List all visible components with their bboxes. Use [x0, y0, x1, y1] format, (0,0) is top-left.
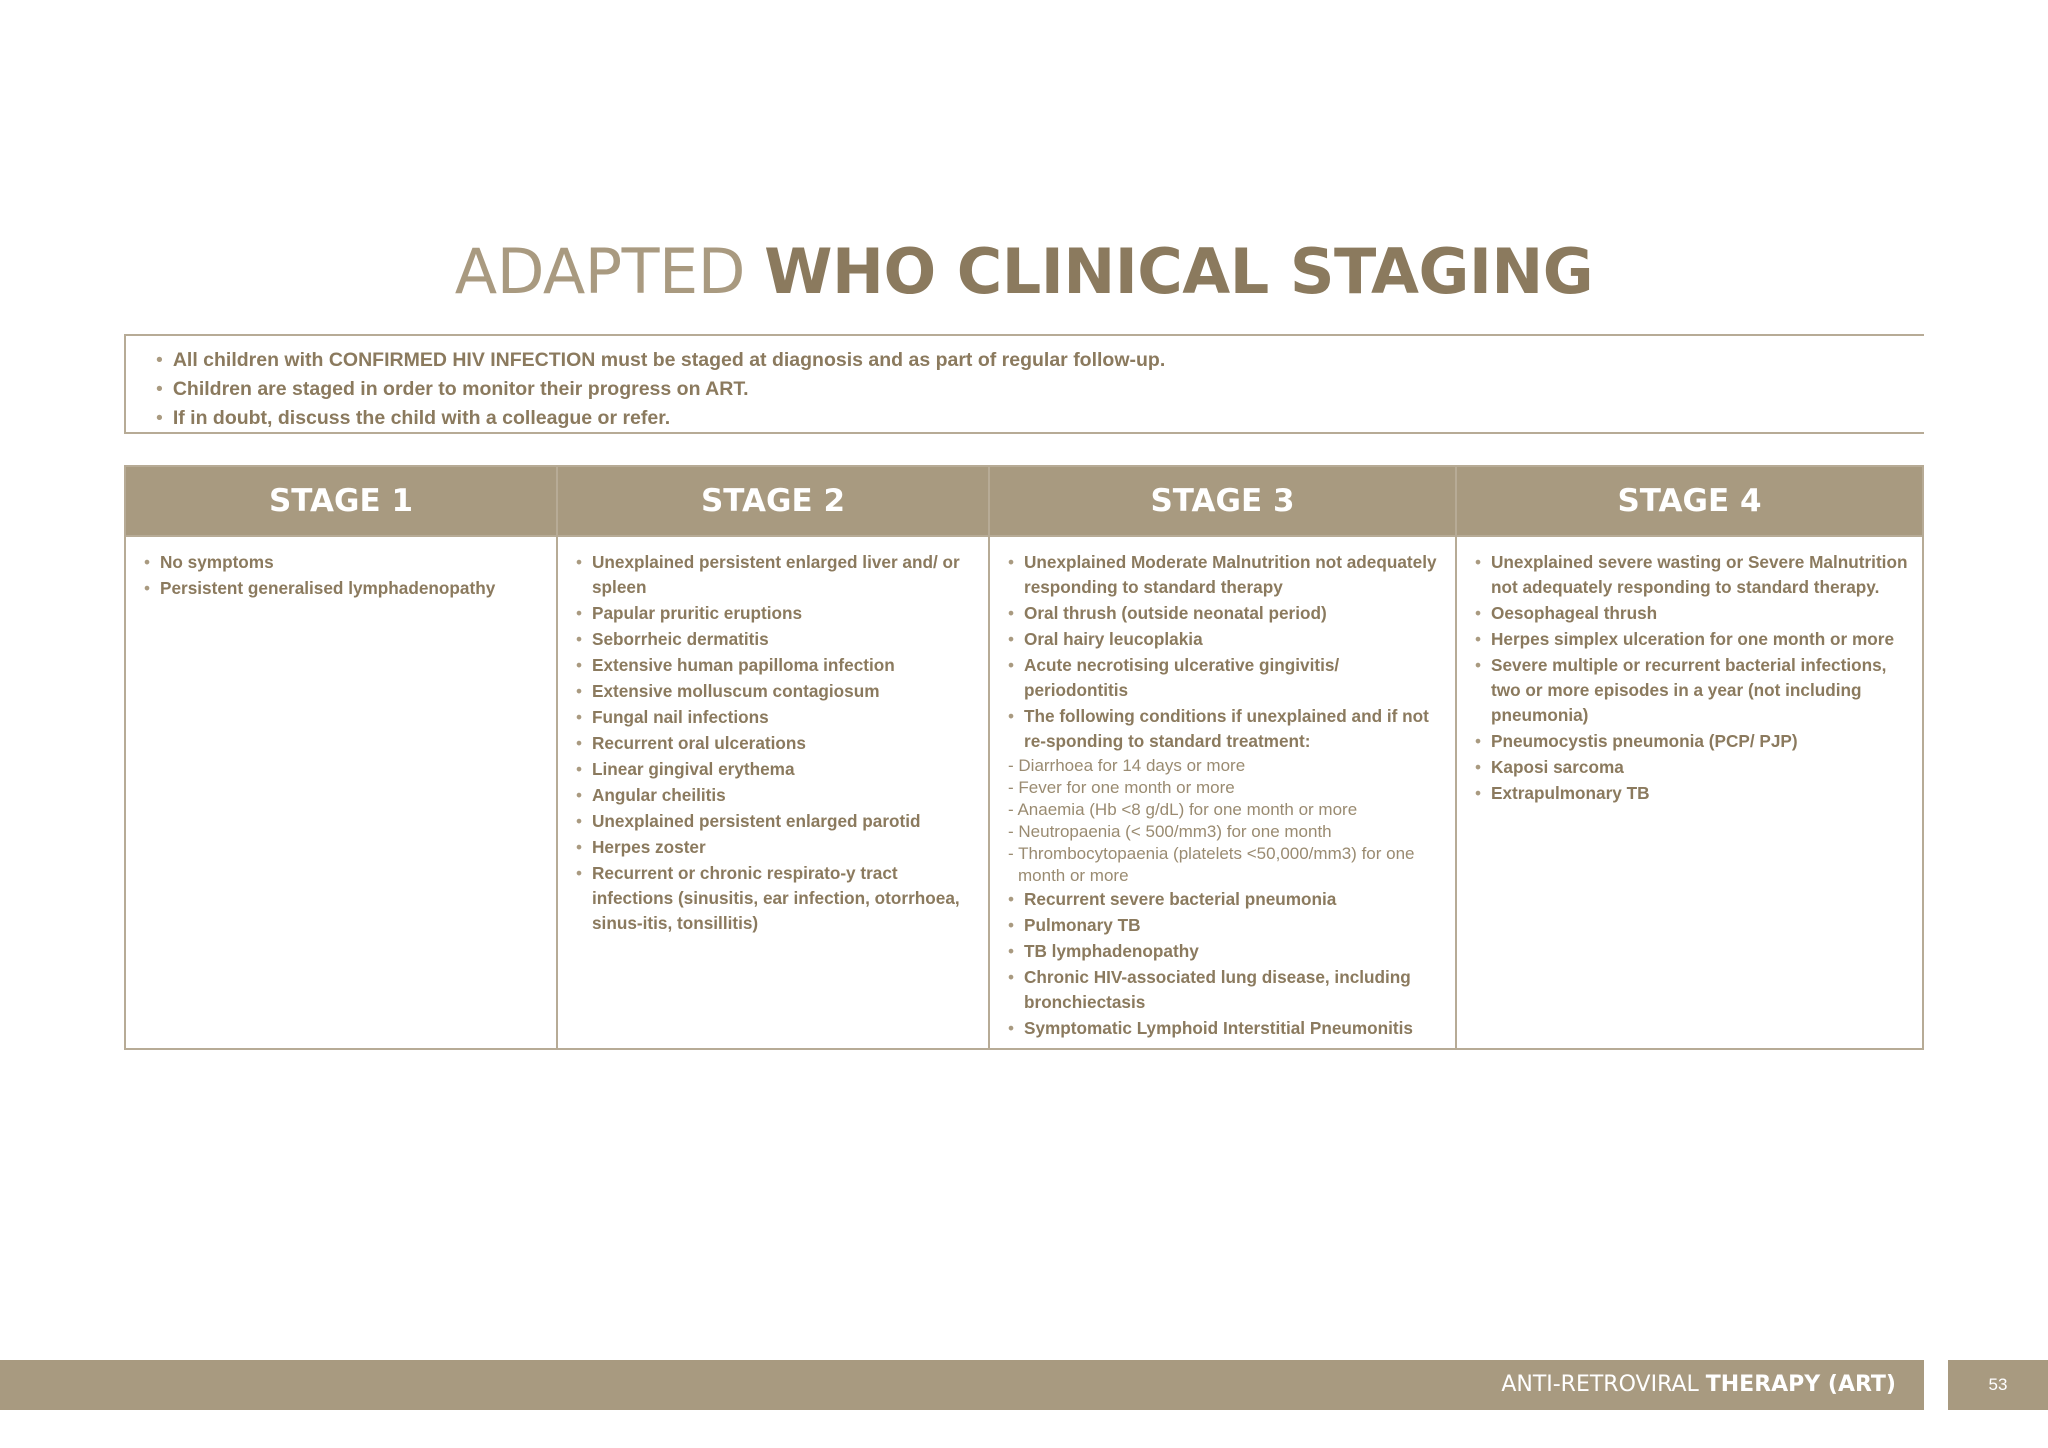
- list-item: • Symptomatic Lymphoid Interstitial Pneumonitis: [1008, 1016, 1441, 1041]
- stage-3-column: [990, 467, 1457, 1048]
- list-item: • Herpes simplex ulceration for one month or more: [1475, 627, 1908, 652]
- list-item: • Kaposi sarcoma: [1475, 755, 1908, 780]
- list-item: • Extensive molluscum contagiosum: [576, 679, 974, 704]
- list-item: • Chronic HIV-associated lung disease, including bronchiectasis: [1008, 965, 1441, 1015]
- stage-2-body: [558, 537, 988, 937]
- list-item: • Pulmonary TB: [1008, 913, 1441, 938]
- list-item: • TB lymphadenopathy: [1008, 939, 1441, 964]
- stage-3-list: [1008, 550, 1441, 754]
- intro-box: [124, 334, 1924, 434]
- list-item: • The following conditions if unexplained and if not re-sponding to standard treatment:: [1008, 704, 1441, 754]
- stage-4-list: [1475, 550, 1908, 806]
- footer-title: [1501, 1360, 1896, 1410]
- list-item: • Acute necrotising ulcerative gingivitis/ periodontitis: [1008, 653, 1441, 703]
- list-item: • Recurrent or chronic respirato-y tract infections (sinusitis, ear infection, otorrhoea, sinus-itis, tonsillitis): [576, 861, 974, 936]
- list-item: • Severe multiple or recurrent bacterial infections, two or more episodes in a year (not including pneumonia): [1475, 653, 1908, 728]
- list-item: • Fungal nail infections: [576, 705, 974, 730]
- stage-4-heading: STAGE 4: [1457, 467, 1922, 537]
- intro-list: [156, 346, 1924, 433]
- stage-3-heading: STAGE 3: [990, 467, 1455, 537]
- list-item: • Oral thrush (outside neonatal period): [1008, 601, 1441, 626]
- stage-1-heading: STAGE 1: [126, 467, 556, 537]
- list-item: • Recurrent severe bacterial pneumonia: [1008, 887, 1441, 912]
- sub-item: - Neutropaenia (< 500/mm3) for one month: [1008, 822, 1332, 841]
- list-item: • Unexplained persistent enlarged liver and/ or spleen: [576, 550, 974, 600]
- page-title: [0, 232, 2048, 312]
- list-item: • Linear gingival erythema: [576, 757, 974, 782]
- list-item: • Persistent generalised lymphadenopathy: [144, 576, 542, 601]
- footer-title-light: ANTI-RETROVIRAL: [1501, 1372, 1706, 1397]
- list-item: • No symptoms: [144, 550, 542, 575]
- list-item: • Seborrheic dermatitis: [576, 627, 974, 652]
- stage-4-column: [1457, 467, 1922, 1048]
- stage-3-sublist: [1008, 755, 1441, 887]
- stage-3-list-after: [1008, 887, 1441, 1041]
- sub-item: - Anaemia (Hb <8 g/dL) for one month or more: [1008, 800, 1358, 819]
- list-item: • Extensive human papilloma infection: [576, 653, 974, 678]
- intro-item: • If in doubt, discuss the child with a colleague or refer.: [156, 404, 1924, 433]
- sub-item: - Diarrhoea for 14 days or more: [1008, 756, 1246, 775]
- stage-2-column: [558, 467, 990, 1048]
- stage-1-body: [126, 537, 556, 602]
- intro-item: • All children with CONFIRMED HIV INFECTION must be staged at diagnosis and as part of regular follow-up.: [156, 346, 1924, 375]
- list-item: • Oesophageal thrush: [1475, 601, 1908, 626]
- list-item: • Unexplained severe wasting or Severe Malnutrition not adequately responding to standard therapy.: [1475, 550, 1908, 600]
- list-item: • Angular cheilitis: [576, 783, 974, 808]
- list-item: • Oral hairy leucoplakia: [1008, 627, 1441, 652]
- list-item: • Papular pruritic eruptions: [576, 601, 974, 626]
- footer-title-bold: THERAPY (ART): [1705, 1372, 1896, 1397]
- list-item: • Extrapulmonary TB: [1475, 781, 1908, 806]
- stage-3-body: [990, 537, 1455, 1042]
- sub-item: - Fever for one month or more: [1008, 778, 1235, 797]
- page-number: 53: [1948, 1360, 2048, 1410]
- stage-1-column: [126, 467, 558, 1048]
- title-light: ADAPTED: [454, 235, 765, 308]
- list-item: • Pneumocystis pneumonia (PCP/ PJP): [1475, 729, 1908, 754]
- sub-item: - Thrombocytopaenia (platelets <50,000/mm3) for one month or more: [1008, 844, 1415, 885]
- list-item: • Herpes zoster: [576, 835, 974, 860]
- stage-2-list: [576, 550, 974, 936]
- list-item: • Unexplained persistent enlarged parotid: [576, 809, 974, 834]
- title-bold: WHO CLINICAL STAGING: [764, 235, 1594, 308]
- staging-table: [124, 465, 1924, 1050]
- intro-item: • Children are staged in order to monitor their progress on ART.: [156, 375, 1924, 404]
- footer-bar: [0, 1360, 1924, 1410]
- stage-2-heading: STAGE 2: [558, 467, 988, 537]
- stage-4-body: [1457, 537, 1922, 807]
- stage-1-list: [144, 550, 542, 601]
- list-item: • Unexplained Moderate Malnutrition not adequately responding to standard therapy: [1008, 550, 1441, 600]
- list-item: • Recurrent oral ulcerations: [576, 731, 974, 756]
